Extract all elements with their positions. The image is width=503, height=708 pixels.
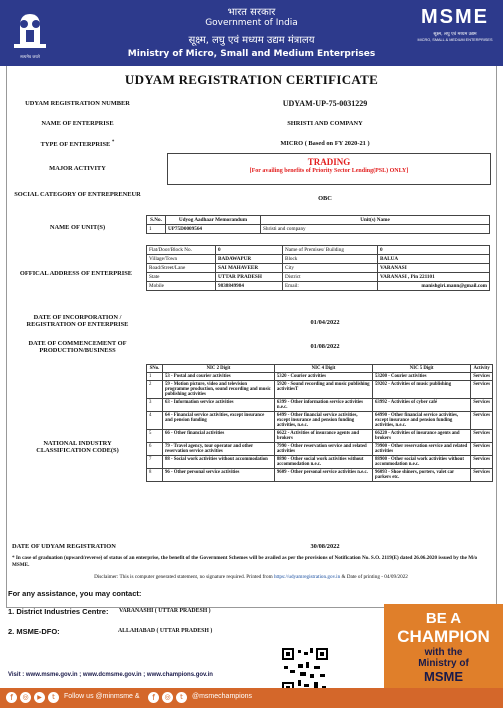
units-header-uam: Udyog Aadhaar Memorandum — [166, 216, 261, 225]
nic-header-activity: Activity — [471, 365, 493, 373]
champion-line3: with the — [424, 647, 463, 658]
address-cell: Mobile — [147, 282, 216, 291]
nic-cell: 53 - Postal and courier activities — [162, 373, 274, 381]
disclaimer-link[interactable]: https://udyamregistration.gov.in — [273, 574, 341, 580]
nic-cell: 8890 - Other social work activities without accommodation n.e.c. — [274, 456, 372, 469]
nic-cell: 64 - Financial service activities, except insurance and pension funding — [162, 412, 274, 430]
comm-date: 01/08/2022 — [310, 343, 340, 350]
udyam-reg-label: DATE OF UDYAM REGISTRATION — [12, 543, 116, 550]
nic-cell: Services — [471, 430, 493, 443]
nic-cell: 88 - Social work activities without accommodation — [162, 456, 274, 469]
address-cell: Road/Street/Lane — [147, 264, 216, 273]
nic-cell: 59 - Motion picture, video and television programme production, sound recording and music publishing activities — [162, 381, 274, 399]
nic-cell: 5920 - Sound recording and music publishing activitiesT — [274, 381, 372, 399]
header-banner — [0, 0, 503, 66]
units-header-sno: S.No. — [147, 216, 166, 225]
table-row — [147, 273, 490, 282]
youtube-icon[interactable]: ▶ — [34, 692, 45, 703]
address-cell: 0 — [216, 246, 283, 255]
nic-table — [146, 364, 493, 482]
disclaimer-suffix: & Date of printing - 04/09/2022 — [341, 574, 408, 580]
table-row — [147, 246, 490, 255]
social-label: SOCIAL CATEGORY OF ENTREPRENEUR — [14, 191, 141, 198]
facebook-icon[interactable]: f — [6, 692, 17, 703]
disclaimer — [12, 574, 490, 580]
dfo-label: 2. MSME-DFO: — [8, 627, 60, 636]
address-label: OFFICAL ADDRESS OF ENTERPRISE — [19, 270, 133, 277]
table-row — [147, 443, 493, 456]
dfo-value: ALLAHABAD ( UTTAR PRADESH ) — [118, 628, 213, 634]
table-row — [147, 430, 493, 443]
nic-cell: Services — [471, 412, 493, 430]
nic-cell: 6499 - Other financial service activities, except insurance and pension funding activities, n.e.c. — [274, 412, 372, 430]
nic-cell: 79900 - Other reservation service and related activities — [373, 443, 471, 456]
reg-no-label: UDYAM REGISTRATION NUMBER — [25, 100, 130, 107]
name-label: NAME OF ENTERPRISE — [41, 120, 114, 127]
nic-cell: 6 — [147, 443, 163, 456]
nic-cell: 66 - Other financial activities — [162, 430, 274, 443]
nic-cell: Services — [471, 381, 493, 399]
nic-header-2: NIC 2 Digit — [162, 365, 274, 373]
nic-cell: Services — [471, 456, 493, 469]
disclaimer-prefix: Disclaimer: This is computer generated statement, no signature required. Printed from — [94, 574, 273, 580]
address-cell: Email: — [283, 282, 378, 291]
address-cell: Flat/Door/Block No. — [147, 246, 216, 255]
address-cell: VARANASI , Pin 221101 — [378, 273, 490, 282]
nic-cell: 59202 - Activities of music publishing — [373, 381, 471, 399]
instagram-icon[interactable]: ◎ — [20, 692, 31, 703]
follow-left-text: Follow us @minmsme & — [64, 693, 140, 700]
msme-logo-sub: MICRO, SMALL & MEDIUM ENTERPRISES — [417, 38, 493, 42]
table-row — [147, 412, 493, 430]
hindi-ministry: सूक्ष्म, लघु एवं मध्यम उद्यम मंत्रालय — [188, 35, 315, 46]
nic-cell: 8 — [147, 469, 163, 482]
nic-cell: 96093 - Shoe shiners, porters, valet car parkers etc. — [373, 469, 471, 482]
champion-line5: MSME — [424, 669, 463, 684]
social-category: OBC — [318, 195, 332, 202]
follow-right-text: @msmechampions — [192, 693, 253, 700]
table-row — [147, 255, 490, 264]
units-table — [146, 215, 490, 234]
emblem-caption: सत्यमेव जयते — [20, 54, 40, 59]
facebook-icon-2[interactable]: f — [148, 692, 159, 703]
address-cell: District — [283, 273, 378, 282]
units-cell: Shristi and company — [261, 225, 490, 234]
nic-cell: 63992 - Activities of cyber café — [373, 399, 471, 412]
english-gov: Government of India — [205, 18, 298, 28]
nic-header-5: NIC 5 Digit — [373, 365, 471, 373]
address-table — [146, 245, 490, 291]
champion-line4: Ministry of — [418, 658, 469, 669]
address-cell: City — [283, 264, 378, 273]
nic-cell: 2 — [147, 381, 163, 399]
address-cell: SAI MAHAVEER — [216, 264, 283, 273]
activity-label: MAJOR ACTIVITY — [49, 165, 106, 172]
msme-logo-hindi: सूक्ष्म, लघु एवं मध्यम उद्यम — [433, 32, 477, 37]
graduation-text: In case of graduation (upward/reverse) of status of an enterprise, the benefit of the Government Schemes will be availed as per the provisions of Notification No. S.O. 2119(E) dated 26.06.2020 issued by the M/o MSME. — [12, 555, 478, 568]
activity-note: [For availing benefits of Priority Sector Lending(PSL) ONLY] — [249, 168, 409, 174]
table-row — [147, 225, 490, 234]
english-ministry: Ministry of Micro, Small and Medium Enterprises — [127, 49, 376, 59]
nic-cell: Services — [471, 443, 493, 456]
nic-cell: 4 — [147, 412, 163, 430]
units-cell: UP75D0009564 — [166, 225, 261, 234]
udyam-reg-date: 30/08/2022 — [310, 543, 340, 550]
instagram-icon-2[interactable]: ◎ — [162, 692, 173, 703]
msme-logo-text: MSME — [421, 6, 489, 28]
nic-cell: 64990 - Other financial service activities, except insurance and pension funding activities, n.e.c. — [373, 412, 471, 430]
dic-value: VARANASHI ( UTTAR PRADESH ) — [119, 608, 211, 614]
table-row — [147, 456, 493, 469]
nic-cell: 5 — [147, 430, 163, 443]
address-cell: Name of Premises/ Building — [283, 246, 378, 255]
units-label: NAME OF UNIT(S) — [49, 224, 106, 231]
comm-label: DATE OF COMMENCEMENT OF PRODUCTION/BUSINESS — [28, 340, 127, 354]
inc-date: 01/04/2022 — [310, 319, 340, 326]
table-row — [147, 373, 493, 381]
nic-cell: 9609 - Other personal service activities n.e.c. — [274, 469, 372, 482]
activity-value: TRADING — [307, 157, 351, 167]
units-header-name: Unit(s) Name — [261, 216, 490, 225]
nic-cell: 79 - Travel agency, tour operator and other reservation service activities — [162, 443, 274, 456]
nic-header-4: NIC 4 Digit — [274, 365, 372, 373]
units-cell: 1 — [147, 225, 166, 234]
nic-label: NATIONAL INDUSTRY CLASSIFICATION CODE(S) — [36, 440, 119, 454]
visit-links[interactable]: Visit : www.msme.gov.in ; www.dcmsme.gov.in ; www.champions.gov.in — [8, 672, 213, 678]
nic-cell: 3 — [147, 399, 163, 412]
address-cell: 9838849984 — [216, 282, 283, 291]
social-bar — [0, 688, 503, 708]
table-row — [147, 469, 493, 482]
dic-label: 1. District Industries Centre: — [8, 607, 109, 616]
graduation-mark: * — [12, 555, 16, 561]
nic-cell: Services — [471, 399, 493, 412]
assistance-heading: For any assistance, you may contact: — [8, 589, 142, 598]
certificate-title: UDYAM REGISTRATION CERTIFICATE — [124, 72, 379, 87]
graduation-note — [12, 555, 490, 568]
nic-cell: 88900 - Other social work activities without accommodation n.e.c. — [373, 456, 471, 469]
champion-line1: BE A — [425, 610, 462, 627]
nic-cell: 7990 - Other reservation service and related activities — [274, 443, 372, 456]
champion-line2: CHAMPION — [397, 627, 490, 646]
address-cell: manishgiri.mann@gmail.com — [378, 282, 490, 291]
type-label-text: TYPE OF ENTERPRISE — [40, 141, 111, 149]
address-cell: State — [147, 273, 216, 282]
enterprise-name: SHRISTI AND COMPANY — [287, 120, 363, 127]
address-cell: Block — [283, 255, 378, 264]
nic-cell: 1 — [147, 373, 163, 381]
address-cell: Village/Town — [147, 255, 216, 264]
table-row — [147, 399, 493, 412]
address-cell: BALUA — [378, 255, 490, 264]
inc-label: DATE OF INCORPORATION / REGISTRATION OF ENTERPRISE — [26, 314, 129, 328]
nic-header-sno: SNo. — [147, 365, 163, 373]
nic-cell: 6622 - Activities of insurance agents and brokers — [274, 430, 372, 443]
nic-cell: 7 — [147, 456, 163, 469]
nic-cell: Services — [471, 469, 493, 482]
reg-no: UDYAM-UP-75-0031229 — [282, 99, 368, 108]
nic-cell: 96 - Other personal service activities — [162, 469, 274, 482]
nic-cell: 6399 - Other information service activities n.e.c. — [274, 399, 372, 412]
address-cell: VARANASI — [378, 264, 490, 273]
table-row — [147, 282, 490, 291]
msme-logo — [415, 6, 495, 58]
table-row — [147, 264, 490, 273]
nic-cell: 66220 - Activities of insurance agents and brokers — [373, 430, 471, 443]
address-cell: BADAWAPUR — [216, 255, 283, 264]
twitter-icon[interactable]: t — [48, 692, 59, 703]
nic-cell: Services — [471, 373, 493, 381]
nic-cell: 53200 - Courier activities — [373, 373, 471, 381]
address-cell: 0 — [378, 246, 490, 255]
enterprise-type: MICRO ( Based on FY 2020-21 ) — [280, 140, 370, 147]
nic-cell: 63 - Information service activities — [162, 399, 274, 412]
nic-cell: 5320 - Courier activities — [274, 373, 372, 381]
hindi-gov: भारत सरकार — [227, 7, 276, 18]
activity-box — [167, 153, 491, 185]
address-cell: UTTAR PRADESH — [216, 273, 283, 282]
type-label — [10, 140, 145, 148]
type-mark: * — [111, 140, 115, 145]
twitter-icon-2[interactable]: t — [176, 692, 187, 703]
table-row — [147, 381, 493, 399]
